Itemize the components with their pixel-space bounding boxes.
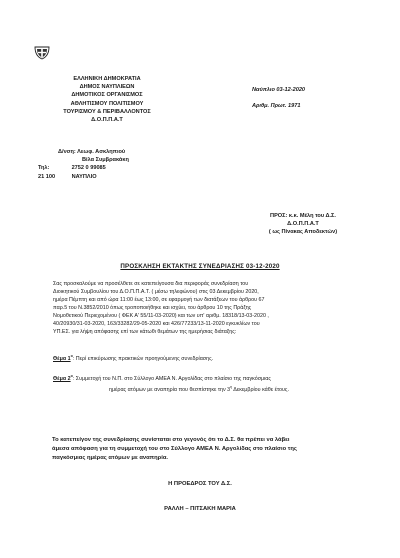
protocol-number: Αριθμ. Πρωτ. 1971 bbox=[252, 103, 301, 109]
telephone-line bbox=[38, 164, 129, 172]
org-line: ΑΘΛΗΤΙΣΜΟΥ ΠΟΛΙΤΙΣΜΟΥ bbox=[70, 100, 144, 107]
recipients-line: ( ως Πίνακας Αποδεκτών) bbox=[268, 229, 338, 236]
signature-name: ΡΑΛΛΗ – ΠΙΤΣΑΚΗ ΜΑΡΙΑ bbox=[164, 506, 236, 512]
org-line: ΤΟΥΡΙΣΜΟΥ & ΠΕΡΙΒΑΛΛΟΝΤΟΣ bbox=[63, 108, 151, 115]
address-line-1: Δ/νση: Λεωφ. Ασκληπιού bbox=[58, 149, 126, 155]
telephone-number: 2752 0 99085 bbox=[71, 165, 106, 172]
topic-label: Θέμα 1 bbox=[53, 355, 71, 362]
telephone-label: Τηλ: bbox=[38, 165, 50, 172]
greek-state-emblem bbox=[34, 46, 50, 60]
body-line: Νομοθετικού Περιεχομένου ( ΦΕΚ Α' 55/11-03-2020) και των υπ' αριθμ. 18318/13-03-2020 , bbox=[53, 313, 269, 319]
closing-line: παγκόσμιας ημέρας ατόμων με αναπηρία. bbox=[52, 455, 169, 462]
address-line-2: Βίλα Συμβρακάκη bbox=[82, 157, 129, 164]
agenda-topic-2 bbox=[53, 372, 369, 394]
invitation-paragraph bbox=[53, 280, 369, 336]
recipients-line: ΠΡΟΣ: κ.κ. Μέλη του Δ.Σ. bbox=[270, 213, 336, 219]
topic-text-line2: ημέρας ατόμων με αναπηρία που θεσπίστηκε την 3 bbox=[109, 386, 231, 393]
body-line: Σας προσκαλούμε να προσέλθετε σε κατεπείγουσα δια περιφοράς συνεδρίαση του bbox=[53, 281, 249, 287]
organization-header bbox=[32, 75, 182, 124]
topic-day-ordinal: η bbox=[230, 384, 233, 389]
org-line: ΕΛΛΗΝΙΚΗ ΔΗΜΟΚΡΑΤΙΑ bbox=[73, 76, 141, 82]
body-line: παρ.5 του Ν.3852/2010 όπως τροποποιήθηκε και ισχύει, του άρθρου 10 της Πράξης bbox=[53, 305, 252, 311]
contact-block bbox=[38, 148, 129, 181]
recipients-block bbox=[238, 212, 368, 237]
closing-line: Το κατεπείγον της συνεδρίασης συνίσταται στο γεγονός ότι το Δ.Σ. θα πρέπει να λάβει bbox=[52, 437, 290, 443]
place-date: Ναύπλιο 03-12-2020 bbox=[252, 87, 306, 93]
body-line: Διοικητικού Συμβουλίου του Δ.Ο.Π.Π.Α.Τ. ( μέσω τηλεφώνου) στις 03 Δεκεμβρίου 2020, bbox=[53, 289, 259, 295]
body-line: ΥΠ.ΕΣ. για λήψη απόφασης επί των κάτωθι θεμάτων της ημερήσιας διάταξης: bbox=[53, 329, 237, 335]
closing-line: άμεσα απόφαση για τη συμμετοχή του στο Σύλλογο ΑΜΕΑ Ν. Αργολίδας στο πλαίσιο της bbox=[52, 446, 297, 453]
document-title: ΠΡΟΣΚΛΗΣΗ ΕΚΤΑΚΤΗΣ ΣΥΝΕΔΡΙΑΣΗΣ 03-12-2020 bbox=[120, 263, 280, 270]
org-line: ΔΗΜΟΤΙΚΟΣ ΟΡΓΑΝΙΣΜΟΣ bbox=[71, 92, 143, 99]
topic-ordinal: ο bbox=[70, 374, 73, 378]
topic-ordinal: ο bbox=[70, 354, 73, 358]
org-line: ΔΗΜΟΣ ΝΑΥΠΛΙΕΩΝ bbox=[79, 84, 135, 91]
postal-line bbox=[38, 173, 129, 181]
recipients-line: Δ.Ο.Π.Π.Α.Τ bbox=[287, 221, 319, 228]
urgency-statement bbox=[52, 436, 370, 464]
topic-text-line2-end: Δεκεμβρίου κάθε έτους. bbox=[232, 386, 289, 393]
body-line: ημέρα Πέμπτη και από ώρα 11:00 έως 13:00, σε εφαρμογή των διατάξεων του άρθρου 67 bbox=[53, 297, 265, 303]
org-line: Δ.Ο.Π.Π.Α.Τ bbox=[91, 117, 123, 124]
topic-label: Θέμα 2 bbox=[53, 375, 71, 382]
postal-code: 21 100 bbox=[38, 173, 56, 180]
topic-text: : Συμμετοχή του Ν.Π. στο Σύλλογο ΑΜΕΑ Ν. Αργολίδας στο πλαίσιο της παγκόσμιας bbox=[72, 375, 271, 382]
topic-text: : Περί επικύρωσης πρακτικών προηγούμενης συνεδρίασης. bbox=[72, 355, 214, 362]
city: ΝΑΥΠΛΙΟ bbox=[71, 173, 97, 180]
agenda-topic-1 bbox=[53, 352, 369, 363]
body-line: 40/20930/31-03-2020, 163/33282/29-05-2020 και 426/77233/13-11-2020 εγκυκλίων του bbox=[53, 321, 260, 327]
signature-role: Η ΠΡΟΕΔΡΟΣ ΤΟΥ Δ.Σ. bbox=[168, 481, 232, 487]
